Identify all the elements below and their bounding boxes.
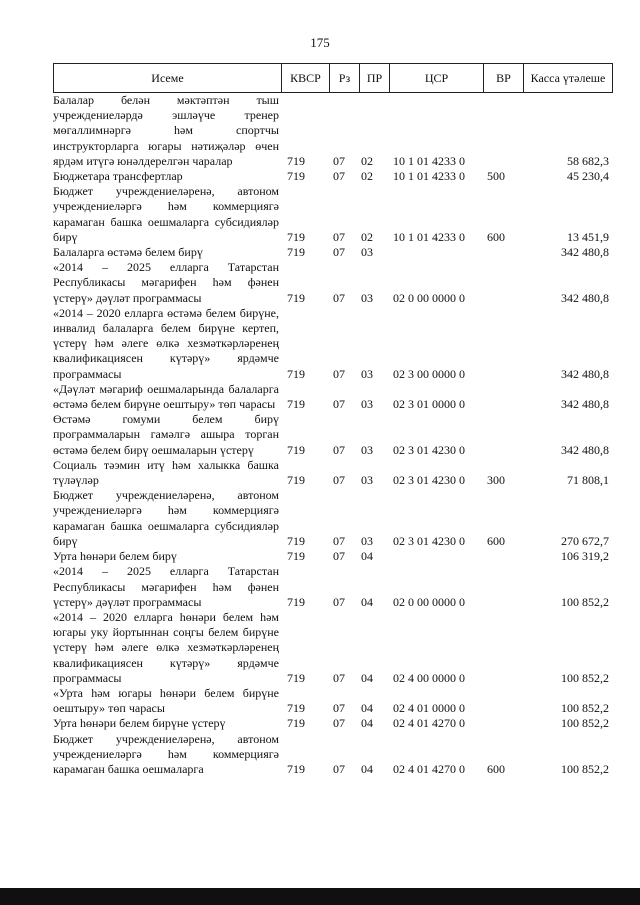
header-kassa: Касса үтәлеше [530,70,606,85]
row-name: Урта һөнәри белем бирү [53,549,177,564]
row-kassa: 342 480,8 [561,397,609,412]
row-kassa: 45 230,4 [567,169,609,184]
row-kvsr: 719 [287,290,305,305]
row-rz: 07 [333,594,345,609]
row-vr: 300 [487,473,505,488]
row-pr: 04 [361,716,373,731]
row-kvsr: 719 [287,716,305,731]
row-vr: 600 [487,229,505,244]
row-kassa: 13 451,9 [567,229,609,244]
budget-table [53,63,613,777]
row-kvsr: 719 [287,594,305,609]
row-kassa: 71 808,1 [567,473,609,488]
table-row [53,610,613,686]
header-rz: Рз [330,64,360,92]
row-vr: 500 [487,169,505,184]
row-kvsr: 719 [287,533,305,548]
row-csr: 02 4 00 0000 0 [393,670,465,685]
row-csr: 10 1 01 4233 0 [393,169,465,184]
row-pr: 04 [361,761,373,776]
row-kassa: 58 682,3 [567,153,609,168]
row-kvsr: 719 [287,473,305,488]
row-rz: 07 [333,670,345,685]
row-name: Балаларга өстәмә белем бирү [53,245,203,260]
row-pr: 04 [361,549,373,564]
table-row [53,93,613,169]
table-row [53,716,613,731]
row-kassa: 100 852,2 [561,670,609,685]
row-csr: 02 0 00 0000 0 [393,594,465,609]
row-kassa: 342 480,8 [561,245,609,260]
row-csr: 02 4 01 0000 0 [393,701,465,716]
row-pr: 02 [361,153,373,168]
scan-bottom-edge [0,888,640,905]
table-row [53,412,613,458]
row-rz: 07 [333,169,345,184]
row-pr: 04 [361,670,373,685]
row-csr: 02 3 01 4230 0 [393,442,465,457]
row-kassa: 100 852,2 [561,716,609,731]
row-name: Бюджетара трансфертлар [53,169,183,184]
row-csr: 02 3 01 4230 0 [393,533,465,548]
table-row [53,245,613,260]
header-pr: ПР [360,64,390,92]
row-name: Өстәмә гомуми белем бирү программаларын гамәлгә ашыра торган өстәмә белем бирү оешмаларын үстерү [53,412,279,457]
row-kvsr: 719 [287,442,305,457]
row-rz: 07 [333,473,345,488]
row-name: Бюджет учреждениеләренә, автоном учреждениеләргә һәм коммерциягә карамаган башка оешмаларга субсидияләр бирү [53,184,279,244]
table-row [53,306,613,382]
row-rz: 07 [333,716,345,731]
table-row [53,549,613,564]
row-kassa: 342 480,8 [561,290,609,305]
table-row [53,260,613,306]
row-vr: 600 [487,761,505,776]
row-kassa: 342 480,8 [561,366,609,381]
row-pr: 02 [361,229,373,244]
row-pr: 03 [361,442,373,457]
row-kvsr: 719 [287,245,305,260]
row-csr: 02 4 01 4270 0 [393,761,465,776]
row-rz: 07 [333,701,345,716]
row-pr: 03 [361,533,373,548]
header-name: Исеме [54,64,282,92]
row-rz: 07 [333,229,345,244]
row-rz: 07 [333,533,345,548]
row-kvsr: 719 [287,366,305,381]
row-pr: 03 [361,366,373,381]
row-rz: 07 [333,549,345,564]
row-name: Урта һөнәри белем бирүне үстерү [53,716,226,731]
header-kvsr: КВСР [282,64,330,92]
row-name: Балалар белән мәктәптән тыш учреждениеләрдә эшләүче тренер мөгаллимнәргә һәм спортчы инструкторларга югары нәтиҗәләр өчен ярдәм итүгә юнәлдерелгән чаралар [53,93,279,168]
row-name: «2014 – 2020 елларга һөнәри белем һәм югары уку йортыннан соңгы белем бирүне үстерү һәм әлеге өлкә хезмәткәрләренең квалификациясен күтәрү» ярдәмче программасы [53,609,279,685]
row-name: «2014 – 2025 елларга Татарстан Республикасы мәгарифен һәм фәнен үстерү» дәүләт программасы [53,564,279,609]
row-pr: 04 [361,594,373,609]
row-rz: 07 [333,290,345,305]
row-kassa: 106 319,2 [561,549,609,564]
table-row [53,458,613,488]
row-vr: 600 [487,533,505,548]
table-row [53,488,613,549]
row-csr: 02 3 01 4230 0 [393,473,465,488]
table-row [53,564,613,610]
row-name: Бюджет учреждениеләренә, автоном учреждениеләргә һәм коммерциягә карамаган башка оешмаларга [53,731,279,776]
row-name: «Урта һәм югары һөнәри белем бирүне оештыру» төп чарасы [53,685,279,716]
row-kassa: 342 480,8 [561,442,609,457]
row-pr: 04 [361,701,373,716]
row-kassa: 270 672,7 [561,533,609,548]
row-name: «Дәүләт мәгариф оешмаларында балаларга өстәмә белем бирүне оештыру» төп чарасы [53,381,279,412]
row-kvsr: 719 [287,761,305,776]
row-kvsr: 719 [287,397,305,412]
header-csr: ЦСР [390,64,484,92]
row-csr: 02 3 00 0000 0 [393,366,465,381]
row-name: «2014 – 2020 елларга өстәмә белем бирүне, инвалид балаларга белем бирүне кертеп, үстерү һәм әлеге өлкә хезмәткәрләренең квалификациясен күтәрү» ярдәмче программасы [53,305,279,381]
table-row [53,732,613,778]
row-kvsr: 719 [287,670,305,685]
table-row [53,169,613,184]
header-vr: ВР [484,64,524,92]
row-name: Социаль тәэмин итү һәм халыкка башка түләүләр [53,457,279,488]
row-csr: 02 4 01 4270 0 [393,716,465,731]
row-rz: 07 [333,442,345,457]
row-kassa: 100 852,2 [561,701,609,716]
row-pr: 03 [361,245,373,260]
row-name: Бюджет учреждениеләренә, автоном учреждениеләргә һәм коммерциягә карамаган башка оешмаларга субсидияләр бирү [53,488,279,548]
row-pr: 03 [361,473,373,488]
row-kvsr: 719 [287,169,305,184]
row-pr: 03 [361,290,373,305]
row-pr: 03 [361,397,373,412]
row-kassa: 100 852,2 [561,594,609,609]
row-csr: 02 0 00 0000 0 [393,290,465,305]
table-body [53,93,613,777]
row-kvsr: 719 [287,229,305,244]
page-number: 175 [310,35,330,50]
row-name: «2014 – 2025 елларга Татарстан Республикасы мәгарифен һәм фәнен үстерү» дәүләт программасы [53,260,279,305]
row-pr: 02 [361,169,373,184]
row-kvsr: 719 [287,153,305,168]
table-row [53,382,613,412]
row-csr: 10 1 01 4233 0 [393,229,465,244]
table-row [53,184,613,245]
table-header [53,63,613,93]
row-rz: 07 [333,761,345,776]
row-kassa: 100 852,2 [561,761,609,776]
table-row [53,686,613,716]
row-rz: 07 [333,366,345,381]
row-rz: 07 [333,153,345,168]
row-kvsr: 719 [287,549,305,564]
row-rz: 07 [333,245,345,260]
row-csr: 10 1 01 4233 0 [393,153,465,168]
row-rz: 07 [333,397,345,412]
row-csr: 02 3 01 0000 0 [393,397,465,412]
row-kvsr: 719 [287,701,305,716]
